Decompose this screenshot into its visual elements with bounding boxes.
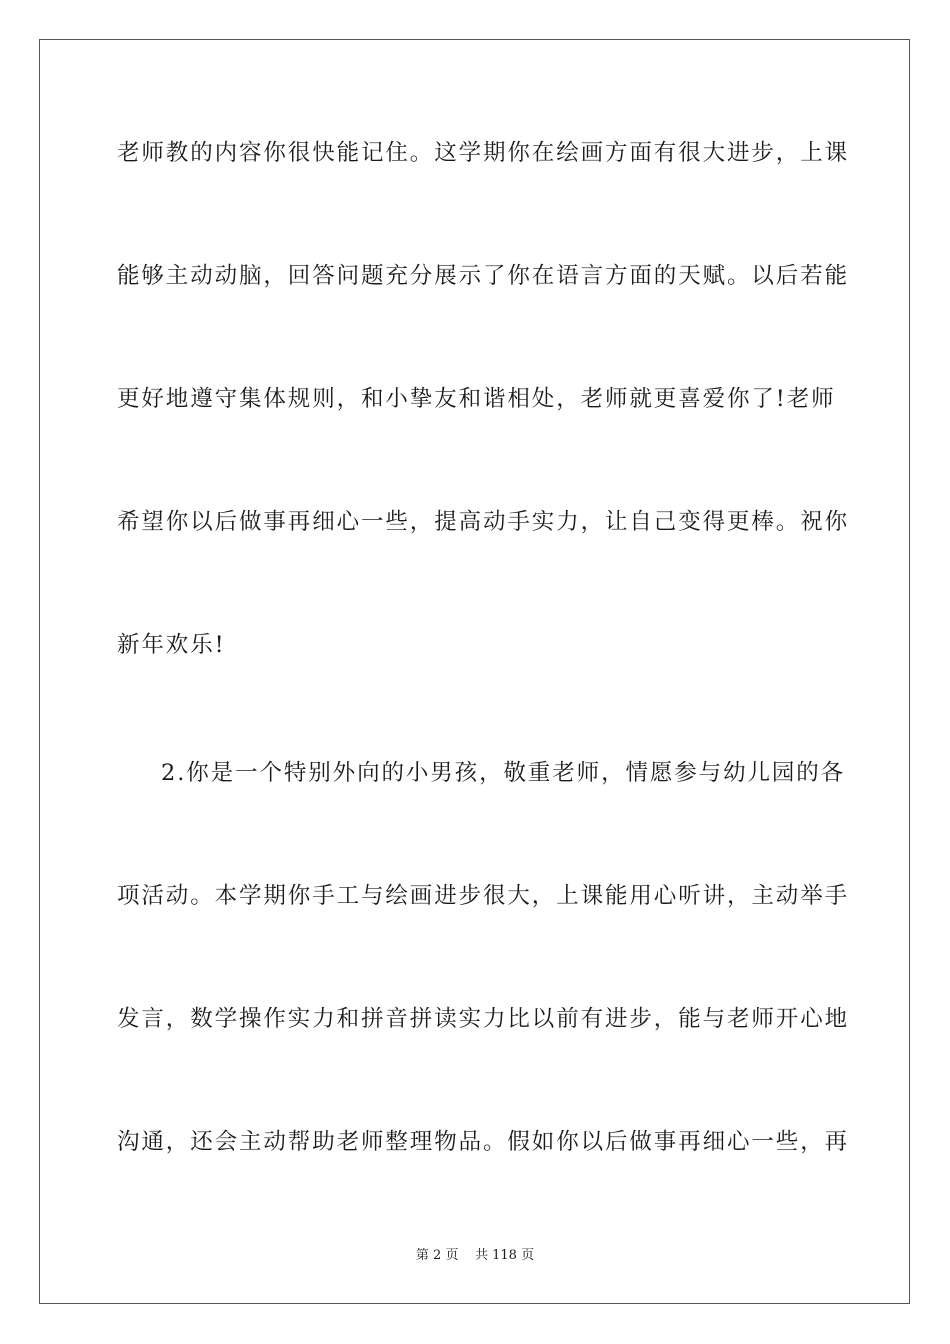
body-text-line: 老师教的内容你很快能记住。这学期你在绘画方面有很大进步，上课 <box>117 140 850 166</box>
body-text-line: 2.你是一个特别外向的小男孩，敬重老师，情愿参与幼儿园的各 <box>161 760 846 786</box>
body-text-line: 能够主动动脑，回答问题充分展示了你在语言方面的天赋。以后若能 <box>117 263 850 289</box>
body-text-line: 更好地遵守集体规则，和小挚友和谐相处，老师就更喜爱你了!老师 <box>117 386 836 412</box>
body-text-line: 项活动。本学期你手工与绘画进步很大，上课能用心听讲，主动举手 <box>117 883 850 909</box>
body-text-line: 发言，数学操作实力和拼音拼读实力比以前有进步，能与老师开心地 <box>117 1006 850 1032</box>
body-text-line: 希望你以后做事再细心一些，提高动手实力，让自己变得更棒。祝你 <box>117 509 850 535</box>
page-frame <box>39 39 910 1304</box>
page-number-footer: 第 2 页 共 118 页 <box>415 1248 535 1263</box>
body-text-line: 沟通，还会主动帮助老师整理物品。假如你以后做事再细心一些，再 <box>117 1129 850 1155</box>
body-text-line: 新年欢乐! <box>117 632 226 658</box>
